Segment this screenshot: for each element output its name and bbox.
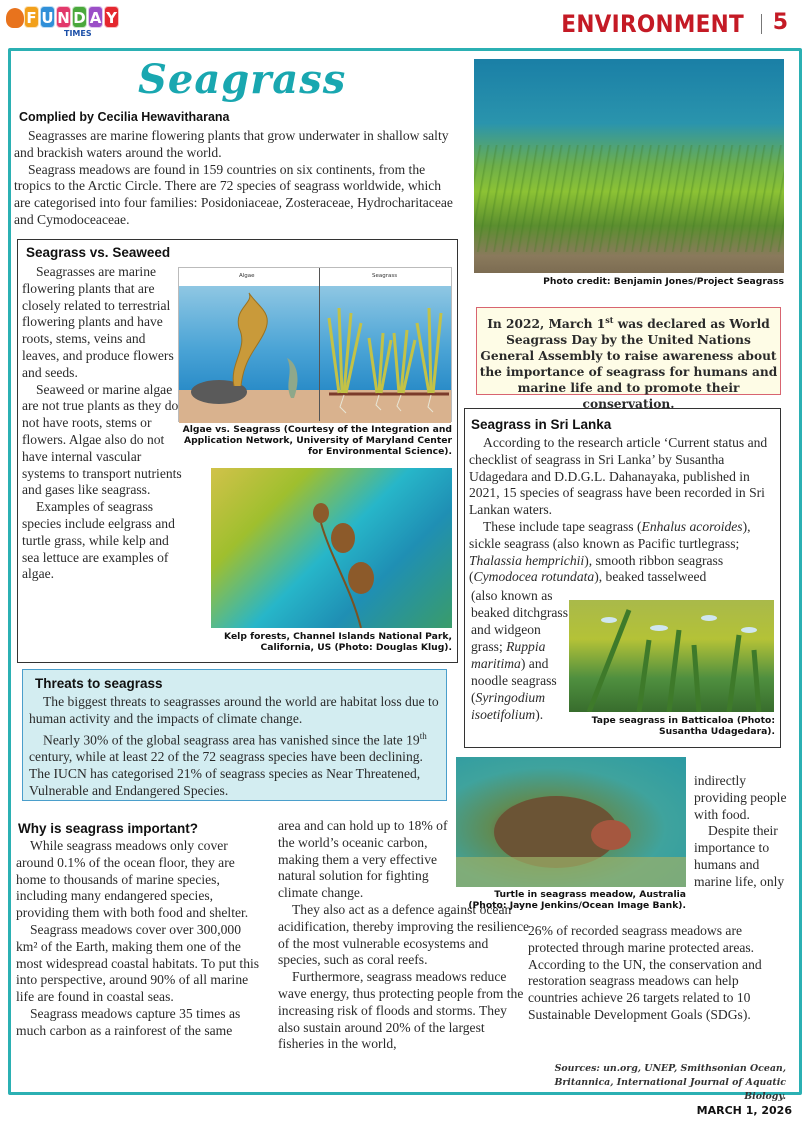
seagrass-meadow-photo [474, 59, 784, 273]
issue-date: MARCH 1, 2026 [696, 1104, 792, 1117]
species-name: Syringodium isoetifolium [471, 690, 546, 722]
diagram-label-algae: Algae [239, 273, 255, 279]
logo-letter: U [40, 6, 55, 28]
turtle-head [591, 820, 631, 850]
kelp-illustration [211, 468, 452, 628]
sri-lanka-text-wrap [471, 587, 569, 723]
logo-letter: F [24, 6, 39, 28]
masthead [0, 0, 810, 46]
logo-letters [24, 6, 119, 28]
intro-text [14, 128, 460, 229]
text-run: (also known as beaked ditchgrass and widgeon grass; [471, 588, 569, 654]
why-column-1 [16, 838, 262, 1040]
diagram-kelp [233, 293, 267, 386]
sources: Sources: un.org, UNEP, Smithsonian Ocean, Britannica, International Journal of Aquatic Biology. [554, 1063, 786, 1102]
turtle-photo [456, 757, 686, 887]
species-name: Enhalus acoroides [641, 518, 743, 534]
why-paragraph: While seagrass meadows only cover around 0.1% of the ocean floor, they are home to thousands of marine species, including many endangered species, providing them with both food and shelter. [16, 838, 249, 921]
box-paragraph: Seaweed or marine algae are not true plants as they do not have roots, stems or flowers. Algae also do not have internal vascular systems to transport nutrients and gases like seagrass. [22, 381, 182, 498]
species-name: Thalassia hemprichii [469, 552, 585, 568]
kelp-caption: Kelp forests, Channel Islands National Park, California, US (Photo: Douglas Klug). [223, 631, 452, 653]
diagram-caption: Algae vs. Seagrass (Courtesy of the Integration and Application Network, University of Maryland Center for Environmental Science). [182, 424, 452, 457]
tape-seagrass-illustration [569, 600, 774, 712]
box-text [22, 264, 184, 583]
text-run: ), smooth ribbon seagrass ( [469, 552, 724, 585]
byline: Complied by Cecilia Hewavitharana [19, 110, 230, 124]
seagrass-blades [474, 145, 784, 252]
section-title: ENVIRONMENT [561, 10, 744, 38]
diagram-label-seagrass: Seagrass [372, 273, 398, 279]
intro-paragraph: Seagrasses are marine flowering plants that grow underwater in shallow salty and brackish waters around the world. [14, 128, 449, 160]
turtle-caption: Turtle in seagrass meadow, Australia (Photo: Jayne Jenkins/Ocean Image Bank). [468, 889, 686, 911]
callout-text-end: was declared as World Seagrass Day by the United Nations General Assembly to raise awareness about the importance of seagrass for humans and marine life and to promote their conservation. [479, 317, 778, 412]
tape-seagrass-photo [569, 600, 774, 712]
mascot-icon [6, 8, 24, 28]
diagram-seagrass-leaves [329, 308, 441, 393]
diagram-roots [340, 395, 433, 413]
why-column-3-bottom: 26% of recorded seagrass meadows are protected through marine protected areas. According to the UN, the conservation and restoration seagrass meadows can help countries achieve 26 targets related to 10 Sustainable Development Goals (SDGs). [528, 923, 762, 1022]
threats-paragraph: The biggest threats to seagrasses around the world are habitat loss due to human activity and the impacts of climate change. [29, 694, 439, 726]
why-paragraph: Furthermore, seagrass meadows reduce wave energy, thus protecting people from the increasing risk of floods and storms. They also sustain around 20% of the largest fisheries in the world, [278, 969, 524, 1052]
diagram-plants [179, 268, 453, 423]
article-title: Seagrass [138, 56, 347, 103]
why-paragraph-continued: indirectly providing people with food. [694, 773, 787, 822]
callout-sup: st [605, 315, 614, 325]
logo-letter: N [56, 6, 71, 28]
why-paragraph: Seagrass meadows cover over 300,000 km² of the Earth, making them one of the most widespread coastal habitats. To put this into perspective, around 90% of all marine life are found in coastal seas. [16, 921, 260, 1005]
logo-letter: Y [104, 6, 119, 28]
sri-lanka-text [469, 435, 777, 586]
threats-text-end: century, while at least 22 of the 72 seagrass species have been declining. The IUCN has categorised 21% of seagrass species as Near Threatened, Vulnerable and Endangered Species. [29, 748, 423, 798]
threats-heading: Threats to seagrass [35, 676, 163, 691]
why-paragraph: Seagrass meadows capture 35 times as much carbon as a rainforest of the same [16, 1005, 241, 1038]
why-paragraph: They also act as a defence against ocean acidification, thereby improving the resilience of the most vulnerable ecosystems and species, such as coral reefs. [278, 901, 530, 968]
box-paragraph: Seagrasses are marine flowering plants that are closely related to terrestrial flowering plants and have roots, stems, veins and leaves, and produce flowers and seeds. [22, 264, 174, 380]
photo-credit-caption: Photo credit: Benjamin Jones/Project Seagrass [543, 276, 784, 287]
intro-paragraph: Seagrass meadows are found in 159 countries on six continents, from the tropics to the Arctic Circle. There are 72 species of seagrass worldwide, which are categorised into four families: Posidoniaceae, Zosteraceae, Hydrocharitaceae and Cymodoceaceae. [14, 161, 453, 227]
why-heading: Why is seagrass important? [18, 821, 199, 836]
logo-letter: A [88, 6, 103, 28]
species-name: Cymodocea rotundata [473, 569, 595, 585]
kelp-bulb [313, 503, 329, 523]
algae-vs-seagrass-diagram [178, 267, 452, 422]
kelp-bulb [348, 562, 374, 594]
threats-text-start: Nearly 30% of the global seagrass area has vanished since the late 19 [43, 732, 420, 748]
header-divider [761, 14, 762, 34]
threats-paragraph [29, 728, 443, 800]
seagrass-floor [456, 857, 686, 887]
why-paragraph: Despite their importance to humans and marine life, only [694, 823, 785, 889]
species-name: Ruppia maritima [471, 639, 546, 671]
box-paragraph: Examples of seagrass species include eelgrass and turtle grass, while kelp and sea lettuce are examples of algae. [22, 499, 175, 582]
threats-text [29, 694, 443, 799]
why-paragraph-continued: area and can hold up to 18% of the world’s oceanic carbon, making them a very effective natural solution for fighting climate change. [278, 818, 448, 901]
turtle-illustration [456, 757, 686, 887]
logo-letter: D [72, 6, 87, 28]
logo-subtitle: TIMES [64, 29, 92, 38]
kelp-forest-photo [211, 468, 452, 628]
sri-lanka-paragraph [469, 519, 777, 586]
funday-times-logo[interactable] [4, 3, 120, 41]
text-run: ), sickle seagrass (also known as Pacific turtlegrass; [469, 518, 751, 551]
world-seagrass-day-callout [476, 307, 781, 412]
box-heading: Seagrass vs. Seaweed [26, 245, 171, 260]
sri-lanka-paragraph: According to the research article ‘Current status and checklist of seagrass in Sri Lanka’ by Susantha Udagedara and D.D.G.L. Dahanayaka, published in 2021, 15 species of seagrass have been recorded in Sri Lankan waters. [469, 435, 768, 518]
why-column-3-top [694, 773, 794, 891]
threats-sup: th [419, 730, 427, 741]
text-run: ). [535, 707, 544, 722]
sri-lanka-heading: Seagrass in Sri Lanka [471, 417, 612, 432]
tape-seagrass-blades [589, 610, 759, 712]
threats-box [22, 669, 447, 801]
page-number: 5 [772, 10, 788, 35]
callout-text-start: In 2022, March 1 [487, 317, 606, 332]
text-run: These include tape seagrass ( [483, 518, 642, 534]
kelp-bulb [331, 523, 355, 553]
tape-seagrass-caption: Tape seagrass in Batticaloa (Photo: Susantha Udagedara). [591, 715, 775, 737]
text-run: ) and noodle seagrass ( [471, 656, 557, 705]
diagram-small-algae [287, 358, 298, 398]
text-run: ), beaked tasselweed [594, 569, 707, 585]
